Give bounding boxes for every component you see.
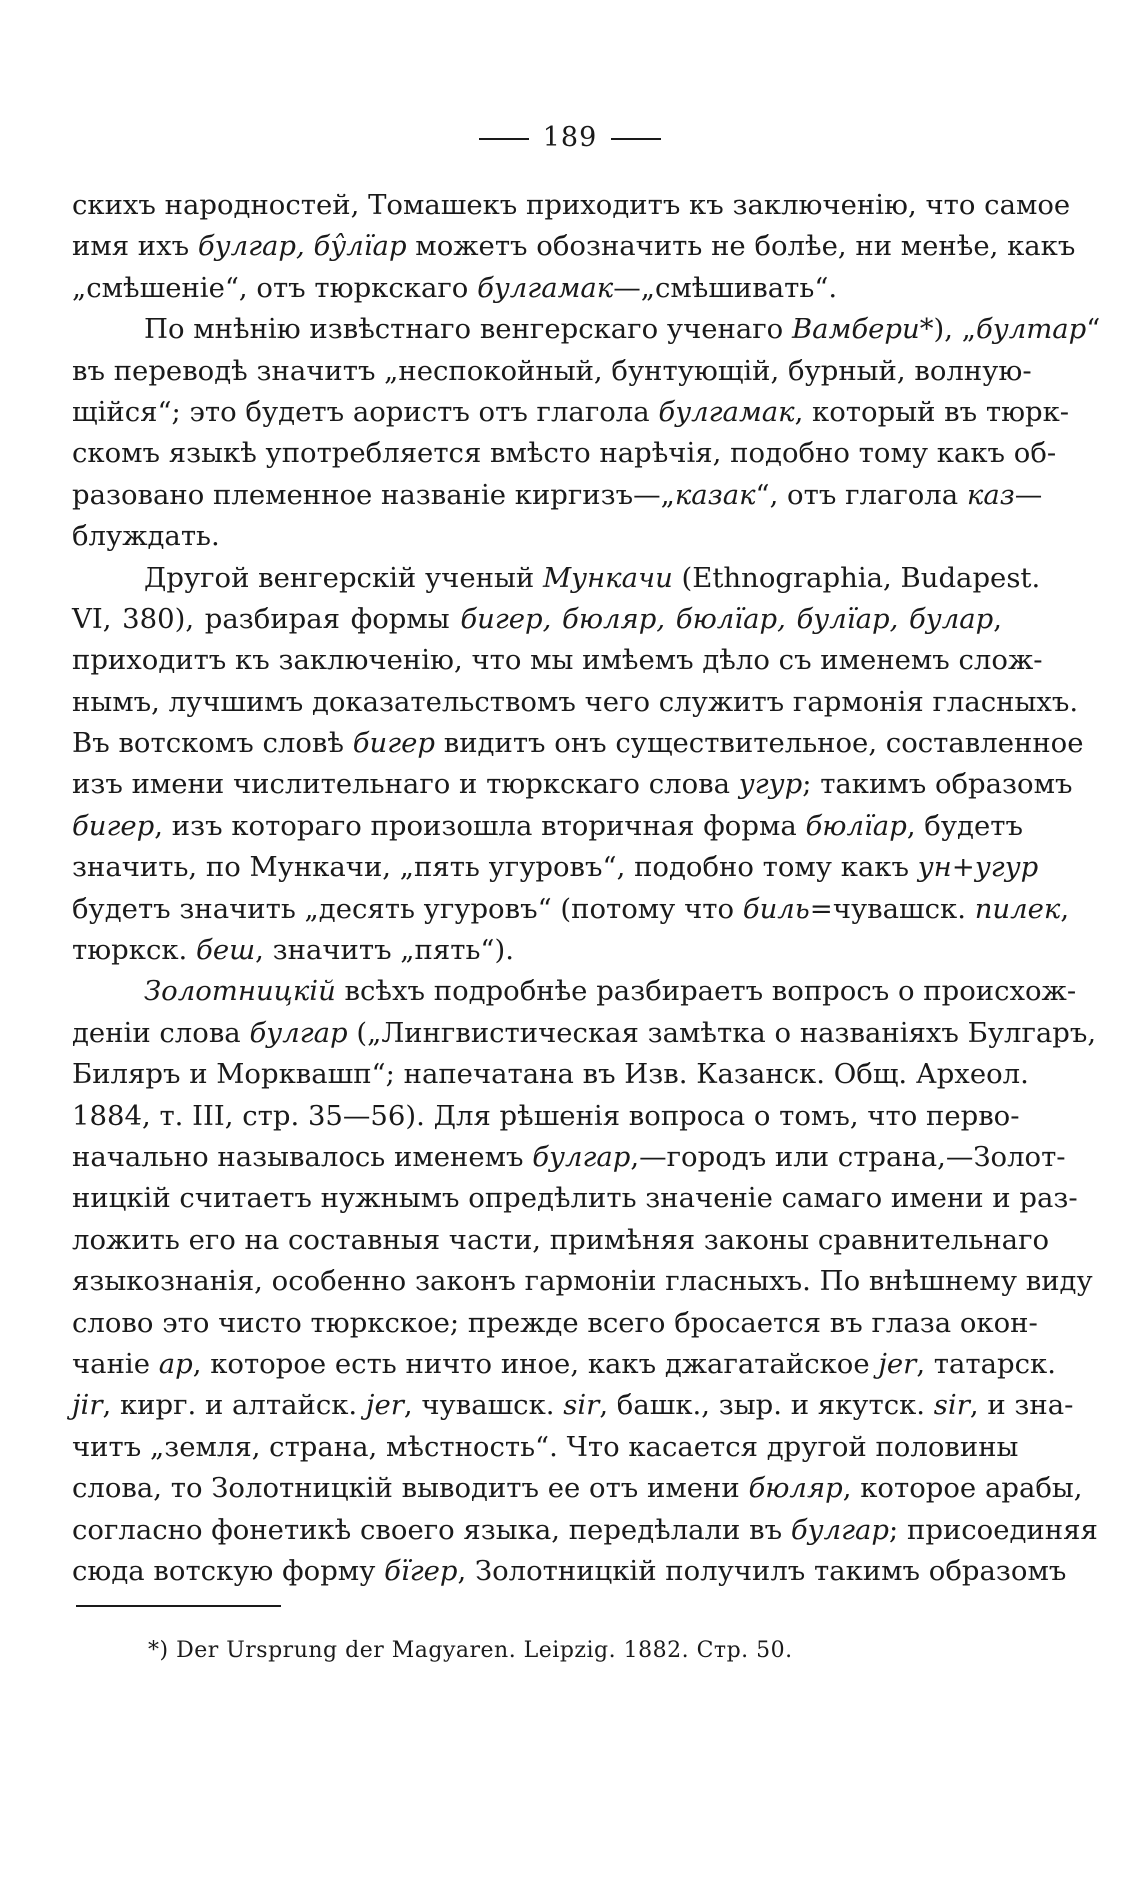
- italic-term: jir: [72, 1389, 103, 1422]
- text-segment: значить, по Мункачи, „пять угуровъ“, подобно тому какъ: [72, 851, 918, 884]
- text-segment: Биляръ и Морквашп“; напечатана въ Изв. Казанск. Общ. Археол.: [72, 1058, 1029, 1091]
- text-line: [72, 971, 1077, 1012]
- text-line: [72, 1013, 1097, 1054]
- text-segment: ницкій считаетъ нужнымъ опредѣлить значеніе самаго имени и раз-: [72, 1182, 1078, 1215]
- text-segment: ,: [993, 602, 1002, 635]
- text-line: [72, 268, 1002, 309]
- italic-term: jer: [878, 1347, 917, 1380]
- text-line: [72, 889, 1070, 930]
- text-line: [72, 682, 1079, 723]
- text-segment: (Ethnographia, Budapest.: [672, 561, 1041, 594]
- italic-term: jer: [365, 1389, 404, 1422]
- text-line: [72, 1385, 1074, 1426]
- text-line: [72, 309, 1101, 350]
- text-segment: согласно фонетикѣ своего языка, передѣлали въ: [72, 1513, 791, 1546]
- text-segment: По мнѣнію извѣстнаго венгерскаго ученаго: [144, 313, 792, 346]
- text-segment: нымъ, лучшимъ доказательствомъ чего служитъ гармонія гласныхъ.: [72, 685, 1079, 718]
- text-line: [72, 1510, 1098, 1551]
- text-line: [72, 764, 1073, 805]
- text-segment: ; присоединяя: [889, 1513, 1098, 1546]
- text-segment: тюркск.: [72, 934, 197, 967]
- text-line: [72, 1261, 1093, 1302]
- italic-term: sir: [563, 1389, 600, 1422]
- text-segment: скихъ народностей, Томашекъ приходитъ къ заключенію, что самое: [72, 189, 1071, 221]
- italic-term: Золотницкій: [144, 975, 336, 1008]
- italic-term: казак: [674, 478, 756, 511]
- page-number: 189: [542, 122, 598, 153]
- text-segment: всѣхъ подробнѣе разбираетъ вопросъ о происхож-: [335, 975, 1077, 1008]
- text-segment: , значитъ „пять“).: [255, 934, 514, 967]
- text-line: [72, 351, 1032, 392]
- text-segment: читъ „земля, страна, мѣстность“. Что касается другой половины: [72, 1430, 1019, 1463]
- italic-term: ун+угур: [917, 851, 1039, 884]
- text-segment: будетъ значить „десять угуровъ“ (потому что: [72, 892, 743, 925]
- text-line: [72, 1551, 1067, 1592]
- text-line: [72, 226, 1076, 267]
- text-segment: („Лингвистическая замѣтка о названіяхъ Булгаръ,: [347, 1016, 1097, 1049]
- text-line: [72, 1344, 1056, 1385]
- text-line: [72, 806, 1023, 847]
- italic-term: булгар, бу̂лїар: [197, 230, 407, 263]
- text-segment: , который въ тюрк-: [794, 395, 1070, 428]
- text-line: [72, 930, 1002, 971]
- text-segment: щійся“; это будетъ аористъ отъ глагола: [72, 395, 659, 428]
- text-line: [72, 599, 1002, 640]
- text-line: [72, 475, 1043, 516]
- text-line: [72, 433, 1057, 474]
- text-segment: изъ имени числительнаго и тюркскаго слова: [72, 768, 739, 801]
- text-segment: ,: [1060, 892, 1070, 925]
- text-segment: “, отъ глагола: [755, 478, 967, 511]
- italic-term: Вамбери: [791, 313, 920, 346]
- text-line: [72, 1468, 1083, 1509]
- text-segment: начально называлось именемъ: [72, 1140, 533, 1173]
- text-segment: —„смѣшивать“.: [613, 271, 838, 304]
- text-segment: сюда вотскую форму: [72, 1554, 385, 1587]
- text-segment: видитъ онъ существительное, составленное: [435, 727, 1084, 760]
- text-segment: , которое арабы,: [842, 1472, 1083, 1505]
- text-segment: “: [1086, 313, 1101, 346]
- text-segment: 1884, т. III, стр. 35—56). Для рѣшенія вопроса о томъ, что перво-: [72, 1099, 1020, 1132]
- text-segment: ; такимъ образомъ: [802, 768, 1073, 801]
- text-line: [72, 1178, 1078, 1219]
- italic-term: бигер, бюляр, бюлïар, булïар, булар: [460, 602, 994, 635]
- italic-term: булгамак: [477, 271, 614, 304]
- text-segment: можетъ обозначить не болѣе, ни менѣе, какъ: [406, 230, 1076, 263]
- italic-term: бигер: [352, 727, 435, 760]
- text-segment: приходитъ къ заключенію, что мы имѣемъ дѣло съ именемъ слож-: [72, 644, 1043, 677]
- text-segment: чаніе: [72, 1347, 159, 1380]
- text-line: [72, 1220, 1050, 1261]
- italic-term: бигер: [72, 809, 155, 842]
- italic-term: беш: [196, 934, 256, 967]
- text-line: [72, 1137, 1066, 1178]
- italic-term: пилек: [974, 892, 1061, 925]
- italic-term: бïгер: [384, 1554, 458, 1587]
- text-line: [72, 1054, 1029, 1095]
- text-line: [72, 1427, 1019, 1468]
- text-line: [72, 392, 1070, 433]
- text-segment: Другой венгерскій ученый: [144, 561, 543, 594]
- italic-term: биль: [742, 892, 810, 925]
- text-segment: VI, 380), разбирая формы: [72, 602, 461, 635]
- text-segment: —: [1014, 478, 1043, 511]
- footnote: *) Der Ursprung der Magyaren. Leipzig. 1882. Стр. 50.: [148, 1638, 793, 1663]
- text-segment: блуждать.: [72, 520, 220, 553]
- text-segment: языкознанія, особенно законъ гармоніи гласныхъ. По внѣшнему виду: [72, 1265, 1093, 1298]
- text-segment: деніи слова: [72, 1016, 250, 1049]
- italic-term: sir: [933, 1389, 970, 1422]
- page-number-header: [0, 122, 1140, 153]
- body-text: [72, 185, 1101, 1592]
- italic-term: угур: [738, 768, 803, 801]
- text-segment: , чувашск.: [403, 1389, 564, 1422]
- text-line: [72, 516, 1002, 557]
- text-line: [72, 1303, 1038, 1344]
- text-segment: „смѣшеніе“, отъ тюркскаго: [72, 271, 478, 304]
- italic-term: булгар: [790, 1513, 889, 1546]
- text-segment: , которое есть ничто иное, какъ джагатайское: [192, 1347, 879, 1380]
- footnote-divider: [76, 1605, 281, 1607]
- text-line: [72, 723, 1084, 764]
- text-segment: Въ вотскомъ словѣ: [72, 727, 353, 760]
- text-segment: =чувашск.: [809, 892, 975, 925]
- italic-term: бюлïар: [805, 809, 907, 842]
- italic-term: бултар: [975, 313, 1087, 346]
- italic-term: булгамак: [658, 395, 795, 428]
- text-segment: , кирг. и алтайск.: [102, 1389, 366, 1422]
- italic-term: булгар: [532, 1140, 631, 1173]
- italic-term: каз: [966, 478, 1015, 511]
- text-line: [72, 640, 1043, 681]
- italic-term: бюляр: [748, 1472, 843, 1505]
- text-segment: , и зна-: [969, 1389, 1074, 1422]
- italic-term: ар: [158, 1347, 193, 1380]
- text-segment: разовано племенное названіе киргизъ—„: [72, 478, 675, 511]
- text-segment: , башк., зыр. и якутск.: [599, 1389, 934, 1422]
- text-line: [72, 847, 1039, 888]
- text-segment: , будетъ: [906, 809, 1023, 842]
- text-segment: , изъ котораго произошла вторичная форма: [154, 809, 806, 842]
- text-segment: въ переводѣ значитъ „неспокойный, бунтующій, бурный, волную-: [72, 354, 1032, 387]
- text-segment: , татарск.: [916, 1347, 1056, 1380]
- text-segment: ,—городъ или страна,—Золот-: [630, 1140, 1066, 1173]
- text-segment: ложить его на составныя части, примѣняя законы сравнительнаго: [72, 1223, 1050, 1256]
- text-line: [72, 185, 1071, 226]
- text-segment: скомъ языкѣ употребляется вмѣсто нарѣчія, подобно тому какъ об-: [72, 437, 1057, 470]
- text-line: [72, 558, 1041, 599]
- text-segment: слова, то Золотницкій выводитъ ее отъ имени: [72, 1472, 749, 1505]
- text-segment: , Золотницкій получилъ такимъ образомъ: [457, 1554, 1067, 1587]
- text-line: [72, 1096, 1020, 1137]
- text-segment: имя ихъ: [72, 230, 198, 263]
- text-segment: *), „: [919, 313, 976, 346]
- italic-term: булгар: [249, 1016, 348, 1049]
- left-dash: [479, 138, 529, 140]
- right-dash: [611, 138, 661, 140]
- text-segment: слово это чисто тюркское; прежде всего бросается въ глаза окон-: [72, 1306, 1038, 1339]
- italic-term: Мункачи: [542, 561, 673, 594]
